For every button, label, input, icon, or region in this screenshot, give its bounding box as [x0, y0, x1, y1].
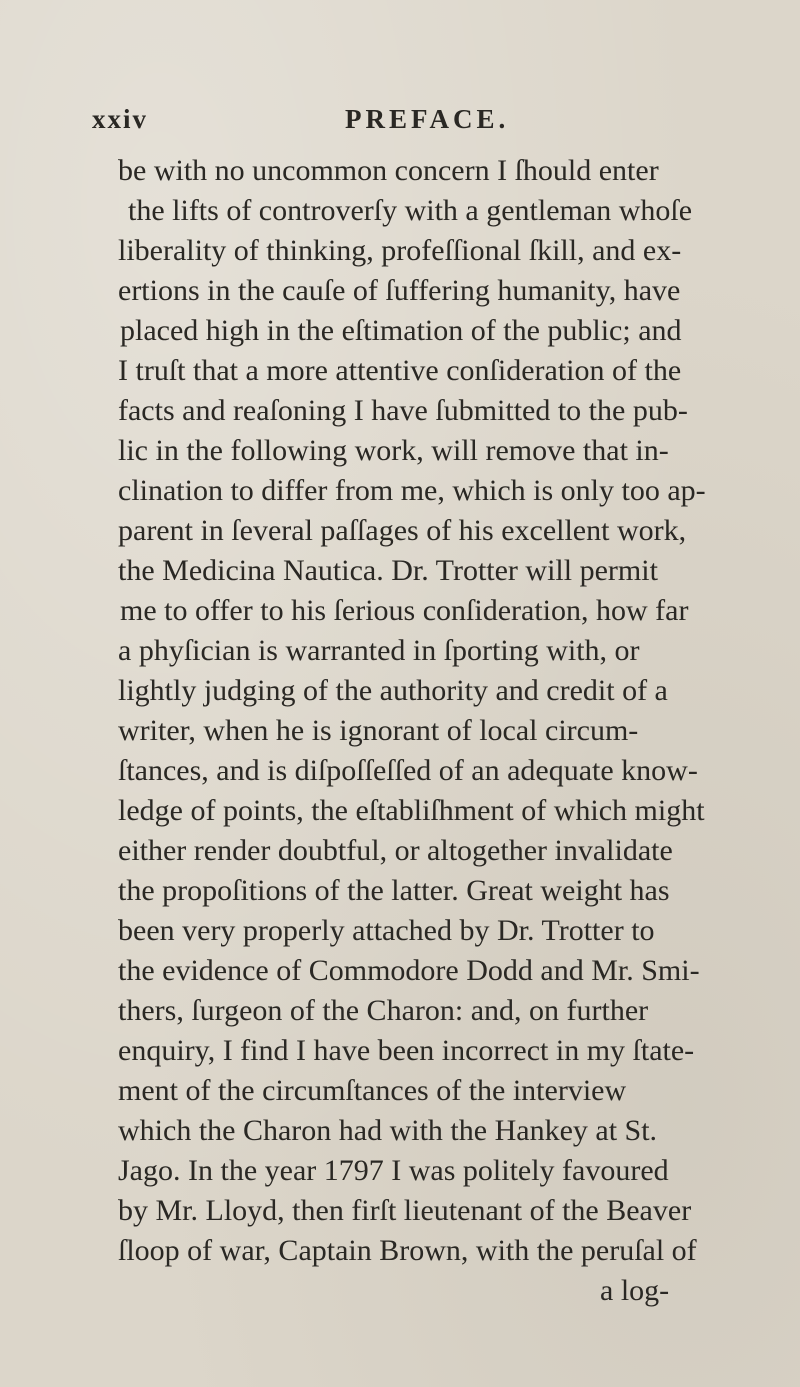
catchword: a log- — [600, 1274, 670, 1307]
text-line: ledge of points, the eſtabliſhment of which might — [118, 794, 705, 827]
text-line: parent in ſeveral paſſages of his excellent work, — [118, 514, 687, 547]
running-head — [0, 104, 800, 144]
text-line: I truſt that a more attentive conſideration of the — [118, 354, 682, 387]
text-line: writer, when he is ignorant of local circum- — [118, 714, 639, 747]
text-line: lic in the following work, will remove that in- — [118, 434, 669, 467]
text-line: ment of the circumſtances of the interview — [118, 1074, 627, 1107]
text-line: ertions in the cauſe of ſuffering humanity, have — [118, 274, 681, 307]
text-line: the propoſitions of the latter. Great weight has — [118, 874, 670, 907]
text-line: placed high in the eſtimation of the public; and — [120, 314, 682, 347]
text-line: be with no uncommon concern I ſhould enter — [118, 154, 659, 187]
text-line: Jago. In the year 1797 I was politely favoured — [118, 1154, 669, 1187]
text-line: enquiry, I find I have been incorrect in my ſtate- — [118, 1034, 695, 1067]
text-line: ſtances, and is diſpoſſeſſed of an adequate know- — [118, 754, 698, 787]
text-line: thers, ſurgeon of the Charon: and, on further — [118, 994, 649, 1027]
text-line: which the Charon had with the Hankey at St. — [118, 1114, 658, 1147]
text-line: ſloop of war, Captain Brown, with the peruſal of — [118, 1234, 697, 1267]
page-number: xxiv — [92, 104, 149, 134]
text-line: a phyſician is warranted in ſporting with, or — [118, 634, 640, 667]
text-line: lightly judging of the authority and credit of a — [118, 674, 668, 707]
text-line: clination to differ from me, which is only too ap- — [118, 474, 706, 507]
text-line: been very properly attached by Dr. Trotter to — [118, 914, 655, 947]
text-line: facts and reaſoning I have ſubmitted to the pub- — [118, 394, 688, 427]
text-line: the evidence of Commodore Dodd and Mr. Smi- — [118, 954, 700, 987]
text-line: me to offer to his ſerious conſideration, how far — [120, 594, 689, 627]
text-line: by Mr. Lloyd, then firſt lieutenant of the Beaver — [118, 1194, 692, 1227]
text-line: either render doubtful, or altogether invalidate — [118, 834, 673, 867]
text-line: the lifts of controverſy with a gentleman whoſe — [128, 194, 693, 227]
text-line: liberality of thinking, profeſſional ſkill, and ex- — [118, 234, 682, 267]
text-line: the Medicina Nautica. Dr. Trotter will permit — [118, 554, 658, 587]
running-head-title: PREFACE. — [345, 104, 510, 134]
